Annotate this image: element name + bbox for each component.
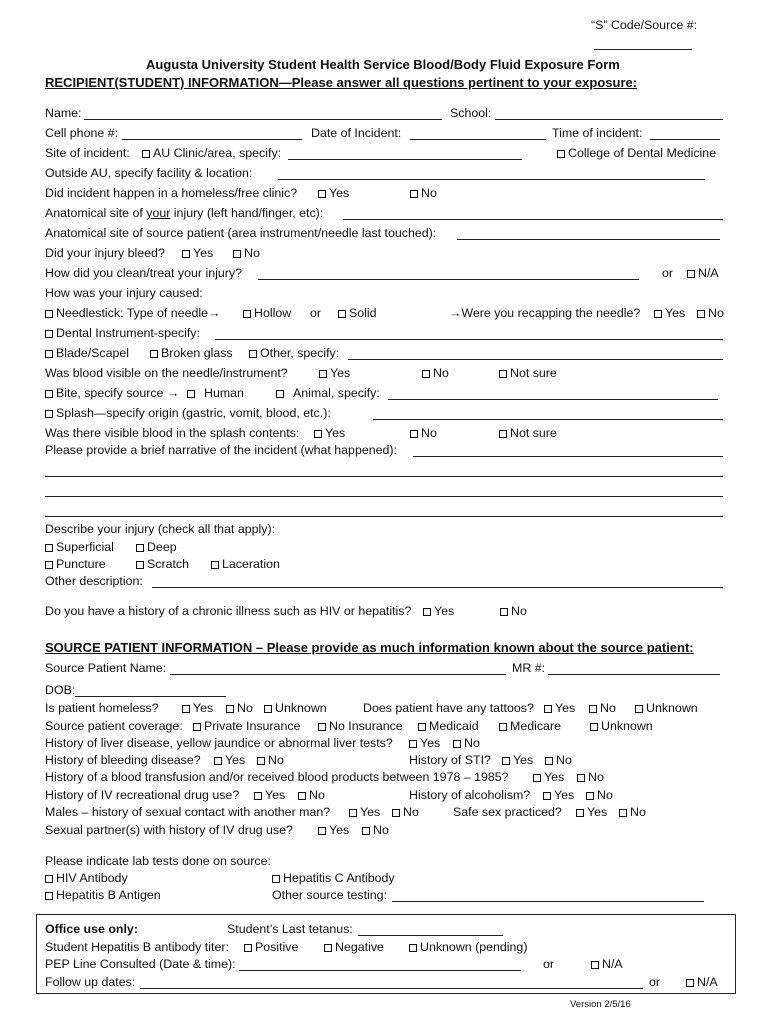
blood-needle-question: Was blood visible on the needle/instrument?	[45, 366, 288, 380]
human-option[interactable]: Human	[187, 386, 244, 401]
chronic-yes[interactable]: Yes	[423, 604, 454, 619]
males-yes[interactable]: Yes	[349, 805, 380, 820]
scratch-option[interactable]: Scratch	[136, 557, 189, 572]
chronic-no[interactable]: No	[500, 604, 527, 619]
alcohol-no[interactable]: No	[586, 788, 613, 803]
bleeding-yes[interactable]: Yes	[214, 753, 245, 768]
cell-phone-label: Cell phone #:	[45, 126, 119, 140]
source-name-label: Source Patient Name:	[45, 661, 167, 675]
safe-sex-yes[interactable]: Yes	[576, 805, 607, 820]
hep-b-option[interactable]: Hepatitis B Antigen	[45, 888, 161, 903]
name-field[interactable]	[84, 119, 442, 120]
puncture-option[interactable]: Puncture	[45, 557, 106, 572]
caused-question: How was your injury caused:	[45, 286, 203, 300]
animal-option[interactable]: Animal, specify:	[276, 386, 380, 401]
titer-positive[interactable]: Positive	[244, 940, 298, 955]
dental-instrument-option[interactable]: Dental Instrument-specify:	[45, 326, 200, 341]
date-field[interactable]	[410, 139, 546, 140]
narrative-field-1[interactable]	[413, 456, 723, 457]
transfusion-no[interactable]: No	[577, 770, 604, 785]
dob-label: DOB:	[45, 683, 76, 697]
recap-no[interactable]: No	[697, 306, 724, 321]
splash-blood-no[interactable]: No	[410, 426, 437, 441]
bleed-no[interactable]: No	[233, 246, 260, 261]
sti-question: History of STI?	[409, 753, 491, 767]
tattoo-question: Does patient have any tattoos?	[363, 701, 534, 715]
form-title: Augusta University Student Health Service Blood/Body Fluid Exposure Form	[146, 57, 620, 72]
hiv-option[interactable]: HIV Antibody	[45, 871, 128, 886]
tetanus-label: Student’s Last tetanus:	[227, 922, 353, 936]
transfusion-yes[interactable]: Yes	[533, 770, 564, 785]
source-code-label: “S” Code/Source #:	[591, 18, 698, 32]
partner-no[interactable]: No	[362, 823, 389, 838]
recap-question: →Were you recapping the needle?	[449, 306, 641, 320]
coverage-label: Source patient coverage:	[45, 719, 183, 733]
titer-label: Student Hepatitis B antibody titer:	[45, 940, 229, 954]
animal-field[interactable]	[388, 399, 718, 400]
clean-or: or	[662, 266, 674, 280]
iv-no[interactable]: No	[298, 788, 325, 803]
source-section-title: SOURCE PATIENT INFORMATION – Please provide as much information known about the source patient:	[45, 640, 694, 655]
bleed-yes[interactable]: Yes	[182, 246, 213, 261]
name-label: Name:	[45, 106, 82, 120]
office-use-title: Office use only:	[45, 922, 138, 936]
bite-option[interactable]: Bite, specify source →	[45, 386, 179, 401]
clean-question: How did you clean/treat your injury?	[45, 266, 242, 280]
sti-no[interactable]: No	[545, 753, 572, 768]
superficial-option[interactable]: Superficial	[45, 540, 114, 555]
time-label: Time of incident:	[552, 126, 643, 140]
liver-question: History of liver disease, yellow jaundice or abnormal liver tests?	[45, 736, 393, 750]
splash-blood-question: Was there visible blood in the splash contents:	[45, 426, 300, 440]
tattoo-unknown[interactable]: Unknown	[635, 701, 698, 716]
bleeding-question: History of bleeding disease?	[45, 753, 201, 767]
narrative-label: Please provide a brief narrative of the incident (what happened):	[45, 443, 397, 457]
source-homeless-no[interactable]: No	[226, 701, 253, 716]
bleed-question: Did your injury bleed?	[45, 246, 165, 260]
school-label: School:	[450, 106, 492, 120]
chronic-question: Do you have a history of a chronic illness such as HIV or hepatitis?	[45, 604, 412, 618]
homeless-clinic-question: Did incident happen in a homeless/free clinic?	[45, 186, 298, 200]
followup-na[interactable]: N/A	[686, 975, 718, 990]
broken-glass-option[interactable]: Broken glass	[150, 346, 233, 361]
blood-needle-not-sure[interactable]: Not sure	[499, 366, 557, 381]
pep-field[interactable]	[239, 970, 521, 971]
splash-field[interactable]	[373, 419, 723, 420]
other-specify-option[interactable]: Other, specify:	[249, 346, 339, 361]
alcohol-yes[interactable]: Yes	[543, 788, 574, 803]
school-field[interactable]	[495, 119, 723, 120]
au-clinic-checkbox[interactable]	[142, 150, 150, 158]
narrative-field-3[interactable]	[45, 496, 723, 497]
blade-option[interactable]: Blade/Scapel	[45, 346, 129, 361]
needle-or: or	[310, 306, 322, 320]
outside-au-label: Outside AU, specify facility & location:	[45, 166, 253, 180]
alcohol-question: History of alcoholism?	[409, 788, 531, 802]
other-specify-field[interactable]	[348, 359, 723, 360]
au-clinic-option[interactable]: AU Clinic/area, specify:	[142, 146, 281, 161]
laceration-option[interactable]: Laceration	[211, 557, 280, 572]
safe-sex-question: Safe sex practiced?	[453, 805, 562, 819]
dental-college-option[interactable]: College of Dental Medicine	[557, 146, 716, 161]
describe-label: Describe your injury (check all that apply):	[45, 522, 276, 536]
anatomical-site-field[interactable]	[343, 219, 723, 220]
iv-yes[interactable]: Yes	[254, 788, 285, 803]
tattoo-yes[interactable]: Yes	[544, 701, 575, 716]
dob-field[interactable]	[75, 696, 226, 697]
liver-yes[interactable]: Yes	[409, 736, 440, 751]
recap-yes[interactable]: Yes	[654, 306, 685, 321]
needlestick-option[interactable]: Needlestick: Type of needle→	[45, 306, 220, 321]
partner-yes[interactable]: Yes	[318, 823, 349, 838]
bleeding-no[interactable]: No	[257, 753, 284, 768]
sti-yes[interactable]: Yes	[502, 753, 533, 768]
pep-or: or	[543, 957, 555, 971]
outside-au-field[interactable]	[278, 179, 705, 180]
version-label: Version 2/5/16	[570, 999, 631, 1010]
blood-needle-no[interactable]: No	[422, 366, 449, 381]
hollow-option[interactable]: Hollow	[243, 306, 291, 321]
dental-instrument-field[interactable]	[215, 339, 723, 340]
tattoo-no[interactable]: No	[589, 701, 616, 716]
mr-field[interactable]	[548, 674, 720, 675]
pep-label: PEP Line Consulted (Date & time):	[45, 957, 236, 971]
pep-na[interactable]: N/A	[591, 957, 623, 972]
dental-college-checkbox[interactable]	[557, 150, 565, 158]
other-description-field[interactable]	[152, 587, 723, 588]
source-code-field[interactable]	[594, 49, 692, 50]
hep-c-option[interactable]: Hepatitis C Antibody	[272, 871, 395, 886]
other-testing-label: Other source testing:	[272, 888, 388, 902]
source-site-label: Anatomical site of source patient (area instrument/needle last touched):	[45, 226, 437, 240]
medicare-option[interactable]: Medicare	[499, 719, 561, 734]
other-description-label: Other description:	[45, 574, 143, 588]
clean-na[interactable]: N/A	[687, 266, 719, 281]
narrative-field-4[interactable]	[45, 516, 723, 517]
iv-question: History of IV recreational drug use?	[45, 788, 240, 802]
source-homeless-yes[interactable]: Yes	[182, 701, 213, 716]
followup-label: Follow up dates:	[45, 975, 136, 989]
safe-sex-no[interactable]: No	[619, 805, 646, 820]
recipient-section-title: RECIPIENT(STUDENT) INFORMATION—Please answer all questions pertinent to your exposure:	[45, 75, 638, 90]
blood-needle-yes[interactable]: Yes	[319, 366, 350, 381]
source-site-field[interactable]	[457, 239, 720, 240]
homeless-clinic-yes[interactable]: Yes	[318, 186, 349, 201]
time-field[interactable]	[650, 139, 720, 140]
homeless-clinic-no[interactable]: No	[410, 186, 437, 201]
narrative-field-2[interactable]	[45, 476, 723, 477]
no-insurance-option[interactable]: No Insurance	[318, 719, 403, 734]
source-homeless-question: Is patient homeless?	[45, 701, 159, 715]
transfusion-question: History of a blood transfusion and/or received blood products between 1978 – 1985?	[45, 770, 509, 784]
liver-no[interactable]: No	[453, 736, 480, 751]
source-name-field[interactable]	[170, 674, 506, 675]
coverage-unknown-option[interactable]: Unknown	[590, 719, 653, 734]
males-question: Males – history of sexual contact with another man?	[45, 805, 331, 819]
splash-option[interactable]: Splash—specify origin (gastric, vomit, blood, etc.):	[45, 406, 331, 421]
deep-option[interactable]: Deep	[136, 540, 177, 555]
au-clinic-field[interactable]	[288, 159, 522, 160]
followup-or: or	[649, 975, 661, 989]
partner-question: Sexual partner(s) with history of IV drug use?	[45, 823, 293, 837]
cell-phone-field[interactable]	[122, 139, 302, 140]
solid-option[interactable]: Solid	[338, 306, 377, 321]
date-label: Date of Incident:	[311, 126, 402, 140]
site-label: Site of incident:	[45, 146, 130, 160]
source-homeless-unknown[interactable]: Unknown	[264, 701, 327, 716]
titer-unknown[interactable]: Unknown (pending)	[409, 940, 527, 955]
clean-field[interactable]	[258, 279, 639, 280]
tetanus-field[interactable]	[358, 935, 503, 936]
anatomical-site-label: Anatomical site of your injury (left hand/finger, etc):	[45, 206, 324, 220]
splash-blood-not-sure[interactable]: Not sure	[499, 426, 557, 441]
males-no[interactable]: No	[392, 805, 419, 820]
splash-blood-yes[interactable]: Yes	[314, 426, 345, 441]
mr-label: MR #:	[512, 661, 546, 675]
medicaid-option[interactable]: Medicaid	[418, 719, 479, 734]
private-insurance-option[interactable]: Private Insurance	[193, 719, 300, 734]
lab-tests-label: Please indicate lab tests done on source:	[45, 854, 271, 868]
titer-negative[interactable]: Negative	[324, 940, 384, 955]
other-testing-field[interactable]	[392, 901, 704, 902]
followup-field[interactable]	[140, 988, 643, 989]
